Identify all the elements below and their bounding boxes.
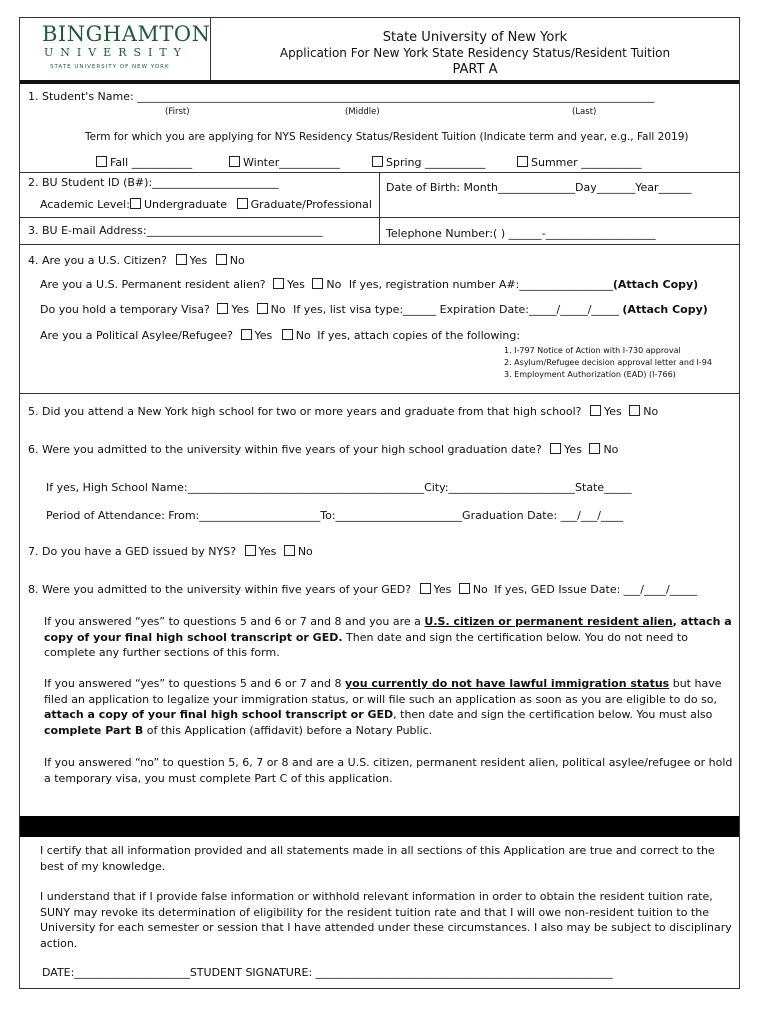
high-school-name[interactable]: If yes, High School Name:___________________________________________City:_______________________State_____ — [46, 481, 632, 494]
q8-ged-admitted: 8. Were you admitted to the university within five years of your GED? Yes No If yes, GED Issue Date: ___/____/_____ — [28, 583, 698, 596]
undergrad-checkbox[interactable] — [130, 198, 141, 209]
telephone-number[interactable]: Telephone Number:( ) ______-____________________ — [386, 227, 656, 240]
q7-ged: 7. Do you have a GED issued by NYS? Yes No — [28, 545, 313, 558]
header-line1: State University of New York — [382, 30, 568, 45]
q8-yes-checkbox[interactable] — [420, 583, 431, 594]
q1-middle-caption: (Middle) — [345, 107, 380, 117]
asylee-doc-1: 1. I-797 Notice of Action with I-730 approval — [504, 346, 681, 355]
q4-asylee: Are you a Political Asylee/Refugee? Yes No If yes, attach copies of the following: — [40, 329, 521, 342]
q2-student-id[interactable]: 2. BU Student ID (B#):_______________________ — [28, 176, 279, 189]
q1-last-caption: (Last) — [572, 107, 597, 117]
logo-binghamton: BINGHAMTON — [42, 22, 211, 46]
q4-permanent-resident: Are you a U.S. Permanent resident alien? Yes No If yes, registration number A#:_________________(Attach Copy) — [40, 278, 699, 291]
q5-yes-checkbox[interactable] — [590, 405, 601, 416]
q5-ny-high-school: 5. Did you attend a New York high school for two or more years and graduate from that high school? Yes No — [28, 405, 659, 418]
asylee-doc-2: 2. Asylum/Refugee decision approval letter and I-94 — [504, 358, 712, 367]
summer-checkbox[interactable] — [517, 156, 528, 167]
term-winter[interactable]: Winter___________ — [229, 156, 340, 169]
header-part-a: PART A — [452, 62, 498, 77]
term-spring[interactable]: Spring ___________ — [372, 156, 486, 169]
logo-university: UNIVERSITY — [44, 46, 188, 59]
asylee-yes-checkbox[interactable] — [241, 329, 252, 340]
term-summer[interactable]: Summer ___________ — [517, 156, 642, 169]
period-of-attendance[interactable]: Period of Attendance: From:______________________To:_______________________Graduation Date: ___/___/____ — [46, 509, 624, 522]
q4-citizen: 4. Are you a U.S. Citizen? Yes No — [28, 254, 245, 267]
instruction-paragraph-3: If you answered “no” to question 5, 6, 7 or 8 and are a U.S. citizen, permanent resident alien, political asylee/refugee or hold a temporary visa, you must complete Part C of this application. — [44, 756, 733, 785]
q5-no-checkbox[interactable] — [629, 405, 640, 416]
q1-name-label[interactable]: 1. Student's Name: ______________________________________________________________________________________________ — [28, 90, 655, 103]
q8-no-checkbox[interactable] — [459, 583, 470, 594]
q7-yes-checkbox[interactable] — [245, 545, 256, 556]
visa-yes-checkbox[interactable] — [217, 303, 228, 314]
q6-admitted-five-years: 6. Were you admitted to the university within five years of your high school graduation date? Yes No — [28, 443, 619, 456]
q7-no-checkbox[interactable] — [284, 545, 295, 556]
q1-term-prompt: Term for which you are applying for NYS Residency Status/Resident Tuition (Indicate term and year, e.g., Fall 2019) — [85, 131, 689, 143]
citizen-no-checkbox[interactable] — [216, 254, 227, 265]
q6-yes-checkbox[interactable] — [550, 443, 561, 454]
fall-checkbox[interactable] — [96, 156, 107, 167]
academic-level: Academic Level: Undergraduate Graduate/Professional — [40, 198, 372, 211]
permanent-yes-checkbox[interactable] — [273, 278, 284, 289]
date-of-birth[interactable]: Date of Birth: Month______________Day_______Year______ — [386, 181, 692, 194]
section-divider-bar — [20, 816, 739, 837]
certification-paragraph-2: I understand that if I provide false information or withhold relevant information in order to obtain the resident tuition rate, SUNY may revoke its determination of eligibility for the resident tuition rate and that I will owe non-resident tuition to the University for each semester or session that I have attended under these circumstances. I also may be subject to disciplinary action. — [40, 890, 732, 950]
instruction-paragraph-2: If you answered “yes” to questions 5 and 6 or 7 and 8 you currently do not have lawful immigration status but have filed an application to legalize your immigration status, or will file such an application as soon as you are eligible to do so, attach a copy of your final high school transcript or GED, then date and sign the certification below. You must also complete Part B of this Application (affidavit) before a Notary Public. — [44, 677, 722, 737]
citizen-yes-checkbox[interactable] — [176, 254, 187, 265]
asylee-no-checkbox[interactable] — [282, 329, 293, 340]
term-fall[interactable]: Fall ___________ — [96, 156, 192, 169]
q3-email[interactable]: 3. BU E-mail Address:________________________________ — [28, 224, 323, 237]
logo-tagline: STATE UNIVERSITY OF NEW YORK — [50, 64, 170, 70]
instruction-paragraph-1: If you answered “yes” to questions 5 and 6 or 7 and 8 and you are a U.S. citizen or permanent resident alien, attach a copy of your final high school transcript or GED. Then date and sign the certification below. You do not need to complete any further sections of this form. — [44, 615, 732, 659]
q1-first-caption: (First) — [165, 107, 190, 117]
q6-no-checkbox[interactable] — [589, 443, 600, 454]
header-line2: Application For New York State Residency Status/Resident Tuition — [279, 46, 671, 60]
grad-checkbox[interactable] — [237, 198, 248, 209]
visa-no-checkbox[interactable] — [257, 303, 268, 314]
spring-checkbox[interactable] — [372, 156, 383, 167]
winter-checkbox[interactable] — [229, 156, 240, 167]
asylee-doc-3: 3. Employment Authorization (EAD) (I-766) — [504, 370, 676, 379]
residency-application-form — [19, 17, 740, 989]
date-signature-line[interactable]: DATE:_____________________STUDENT SIGNATURE: ______________________________________________________ — [42, 966, 613, 979]
q4-temporary-visa: Do you hold a temporary Visa? Yes No If yes, list visa type:______ Expiration Date:_____/_____/_____ (Attach Copy) — [40, 303, 708, 316]
permanent-no-checkbox[interactable] — [312, 278, 323, 289]
certification-paragraph-1: I certify that all information provided and all statements made in all sections of this Application are true and correct to the best of my knowledge. — [40, 844, 715, 873]
